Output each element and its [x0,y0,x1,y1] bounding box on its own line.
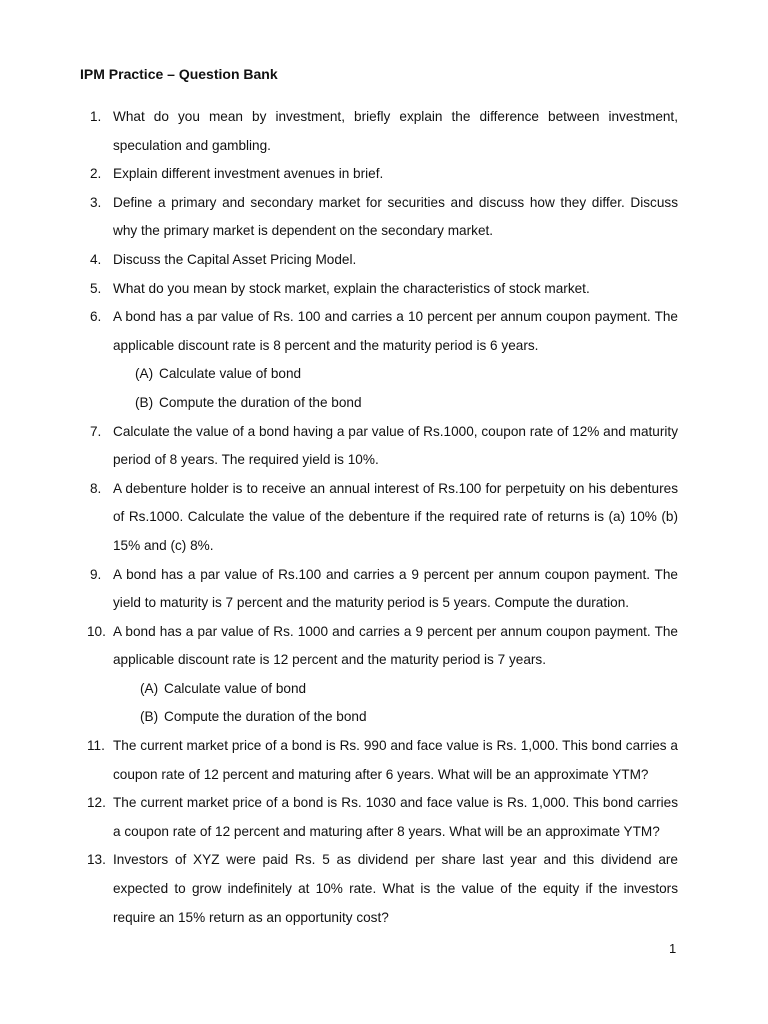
question-text: What do you mean by stock market, explain the characteristics of stock market. [113,280,590,296]
question-text: What do you mean by investment, briefly explain the difference between investment, speculation and gambling. [113,109,678,153]
question-text: Discuss the Capital Asset Pricing Model. [113,251,357,267]
sub-question-label: (A) [140,680,159,696]
question-text: A bond has a par value of Rs.100 and carries a 9 percent per annum coupon payment. The yield to maturity is 7 percent and the maturity period is 5 years. Compute the duration. [113,566,678,611]
sub-question-label: (B) [140,709,159,725]
question-number: 6. [90,309,102,325]
sub-question-text: Calculate value of bond [159,366,302,382]
question-text: The current market price of a bond is Rs. 990 and face value is Rs. 1,000. This bond carries a coupon rate of 12 percent and maturing after 6 years. What will be an approximate YTM? [113,738,678,782]
question-item [0,561,768,618]
question-text: Calculate the value of a bond having a par value of Rs.1000, coupon rate of 12% and maturity period of 8 years. The required yield is 10%. [113,423,678,468]
question-text: A debenture holder is to receive an annual interest of Rs.100 for perpetuity on his debentures of Rs.1000. Calculate the value of the debenture if the required rate of returns is (a) 10% (b) 15% and (c) 8%. [113,480,678,553]
question-item [0,618,768,675]
question-list [0,103,768,932]
question-number: 7. [90,423,102,439]
sub-question-text: Compute the duration of the bond [159,394,362,410]
question-number: 12. [87,795,106,811]
question-text: Define a primary and secondary market for securities and discuss how they differ. Discuss why the primary market is dependent on the secondary market. [113,194,678,239]
question-item [0,789,768,846]
sub-question-text: Calculate value of bond [164,680,307,696]
question-item [0,246,768,275]
sub-question [0,703,768,732]
question-number: 1. [90,109,102,124]
question-item [0,303,768,360]
question-number: 5. [90,280,102,296]
page-number: 1 [669,941,677,956]
sub-question [0,675,768,704]
sub-question-label: (A) [135,366,154,382]
question-item [0,275,768,304]
question-text: A bond has a par value of Rs. 1000 and carries a 9 percent per annum coupon payment. The applicable discount rate is 12 percent and the maturity period is 7 years. [113,623,678,668]
sub-question-text: Compute the duration of the bond [164,709,367,725]
question-text: Explain different investment avenues in brief. [113,166,384,182]
question-number: 13. [87,852,106,868]
question-number: 8. [90,480,102,496]
question-text: Investors of XYZ were paid Rs. 5 as dividend per share last year and this dividend are expected to grow indefinitely at 10% rate. What is the value of the equity if the investors require an 15% return as an opportunity cost? [113,852,678,925]
question-text: The current market price of a bond is Rs. 1030 and face value is Rs. 1,000. This bond carries a coupon rate of 12 percent and maturing after 8 years. What will be an approximate YTM? [113,795,678,839]
sub-question-label: (B) [135,394,154,410]
sub-question [0,360,768,389]
question-number: 4. [90,251,102,267]
question-text: A bond has a par value of Rs. 100 and carries a 10 percent per annum coupon payment. The applicable discount rate is 8 percent and the maturity period is 6 years. [113,309,678,353]
question-number: 10. [87,623,106,639]
question-number: 9. [90,566,102,582]
question-item [0,189,768,246]
question-number: 11. [87,738,105,754]
question-number: 3. [90,194,102,210]
question-item [0,732,768,789]
question-item [0,160,768,189]
question-number: 2. [90,166,102,182]
question-item [0,418,768,475]
question-item [0,475,768,561]
question-item [0,103,768,160]
document-title: IPM Practice – Question Bank [80,66,278,82]
sub-question [0,389,768,418]
question-item [0,846,768,932]
